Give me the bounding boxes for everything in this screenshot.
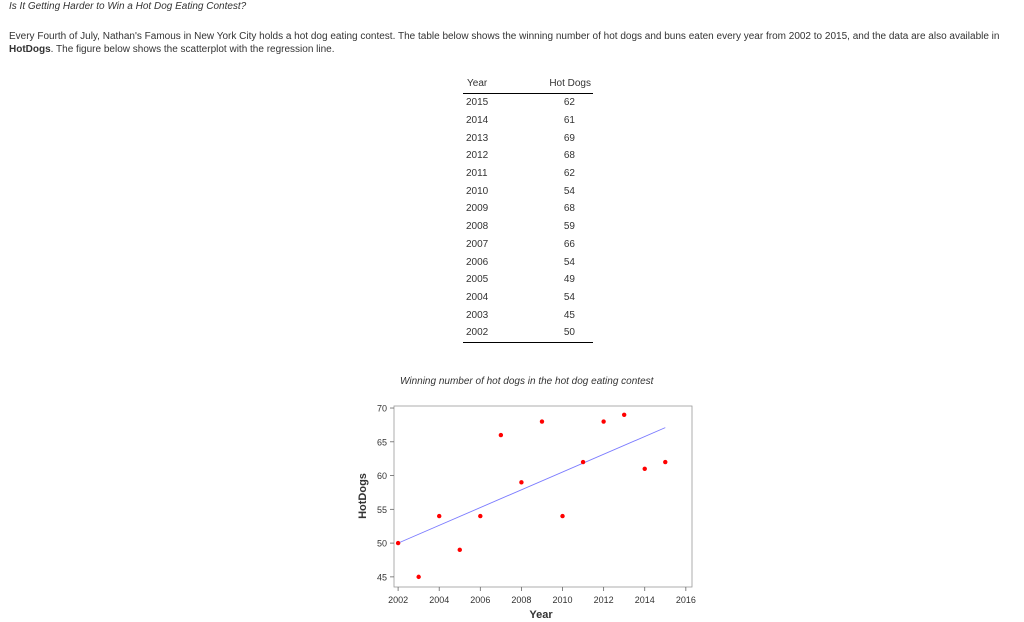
cell-year: 2006: [466, 256, 489, 268]
table-header-row: [463, 74, 593, 94]
cell-year: 2007: [466, 238, 489, 250]
cell-year: 2014: [466, 115, 489, 127]
data-point: [643, 467, 647, 471]
data-point: [437, 514, 441, 518]
x-tick-label: 2014: [634, 595, 655, 605]
x-tick-label: 2004: [429, 595, 450, 605]
x-tick-label: 2010: [552, 595, 573, 605]
y-tick-label: 65: [376, 437, 387, 448]
y-tick-label: 45: [376, 572, 387, 583]
data-point: [499, 433, 503, 437]
x-tick-label: 2002: [388, 595, 409, 605]
y-tick-label: 70: [376, 403, 387, 414]
data-point: [478, 514, 482, 518]
table-row: [463, 94, 593, 112]
table-row: [463, 218, 593, 236]
table-row: [463, 129, 593, 147]
data-point: [458, 548, 462, 552]
cell-hotdogs: 68: [563, 203, 575, 215]
cell-hotdogs: 49: [563, 274, 575, 286]
table-row: [463, 306, 593, 324]
problem-intro: [9, 30, 1009, 56]
data-point: [581, 460, 585, 464]
y-tick-label: 55: [376, 504, 387, 515]
x-axis: [388, 587, 696, 605]
cell-hotdogs: 54: [563, 185, 575, 197]
data-point: [560, 514, 564, 518]
cell-hotdogs: 62: [563, 97, 575, 109]
table-row: [463, 200, 593, 218]
x-tick-label: 2012: [593, 595, 614, 605]
chart-title: Winning number of hot dogs in the hot dog eating contest: [400, 376, 654, 387]
data-point: [601, 419, 605, 423]
cell-year: 2004: [466, 291, 489, 303]
table-row: [463, 165, 593, 183]
table-row: [463, 324, 593, 342]
cell-hotdogs: 45: [563, 309, 575, 321]
x-axis-label: Year: [529, 609, 553, 621]
data-point: [519, 480, 523, 484]
cell-hotdogs: 50: [517, 324, 593, 342]
cell-year: 2015: [466, 97, 489, 109]
cell-hotdogs: 54: [563, 256, 575, 268]
intro-text: Every Fourth of July, Nathan's Famous in New York City holds a hot dog eating contest. The table below shows the winning number of hot dogs and buns eaten every year from 2002 to 2015, and the data are also available in: [9, 31, 1000, 42]
y-axis-label: HotDogs: [357, 473, 369, 519]
table-row: [463, 147, 593, 165]
hotdog-table: [463, 74, 593, 343]
cell-hotdogs: 61: [563, 115, 575, 127]
cell-hotdogs: 59: [563, 221, 575, 233]
cell-hotdogs: 54: [563, 291, 575, 303]
data-point: [540, 419, 544, 423]
scatterplot-chart: [340, 396, 720, 622]
dataset-name: HotDogs: [9, 44, 51, 55]
cell-year: 2008: [466, 221, 489, 233]
x-tick-label: 2016: [675, 595, 696, 605]
plot-frame: [394, 406, 692, 587]
table-row: [463, 289, 593, 307]
x-tick-label: 2008: [511, 595, 532, 605]
table-row: [463, 112, 593, 130]
data-point: [663, 460, 667, 464]
data-point: [396, 541, 400, 545]
cell-year: 2005: [466, 274, 489, 286]
table-row: [463, 182, 593, 200]
column-header-hotdogs: Hot Dogs: [517, 74, 593, 94]
cell-year: 2003: [466, 309, 489, 321]
table-row: [463, 253, 593, 271]
x-tick-label: 2006: [470, 595, 491, 605]
y-tick-label: 60: [376, 471, 387, 482]
column-header-year: Year: [463, 74, 517, 94]
data-point: [416, 575, 420, 579]
table-row: [463, 271, 593, 289]
table-row: [463, 236, 593, 254]
y-tick-label: 50: [376, 538, 387, 549]
intro-text-end: . The figure below shows the scatterplot with the regression line.: [50, 44, 335, 55]
y-axis: [377, 404, 394, 583]
table-body: [463, 94, 593, 343]
cell-hotdogs: 66: [563, 238, 575, 250]
data-point: [622, 413, 626, 417]
cell-year: 2013: [466, 132, 489, 144]
cell-year: 2011: [466, 168, 488, 180]
cell-hotdogs: 62: [563, 168, 575, 180]
cell-year: 2009: [466, 203, 489, 215]
cell-year: 2010: [466, 185, 489, 197]
problem-title: Is It Getting Harder to Win a Hot Dog Eating Contest?: [9, 1, 247, 12]
cell-year: 2002: [463, 324, 517, 342]
cell-year: 2012: [466, 150, 489, 162]
cell-hotdogs: 69: [563, 132, 575, 144]
cell-hotdogs: 68: [563, 150, 575, 162]
